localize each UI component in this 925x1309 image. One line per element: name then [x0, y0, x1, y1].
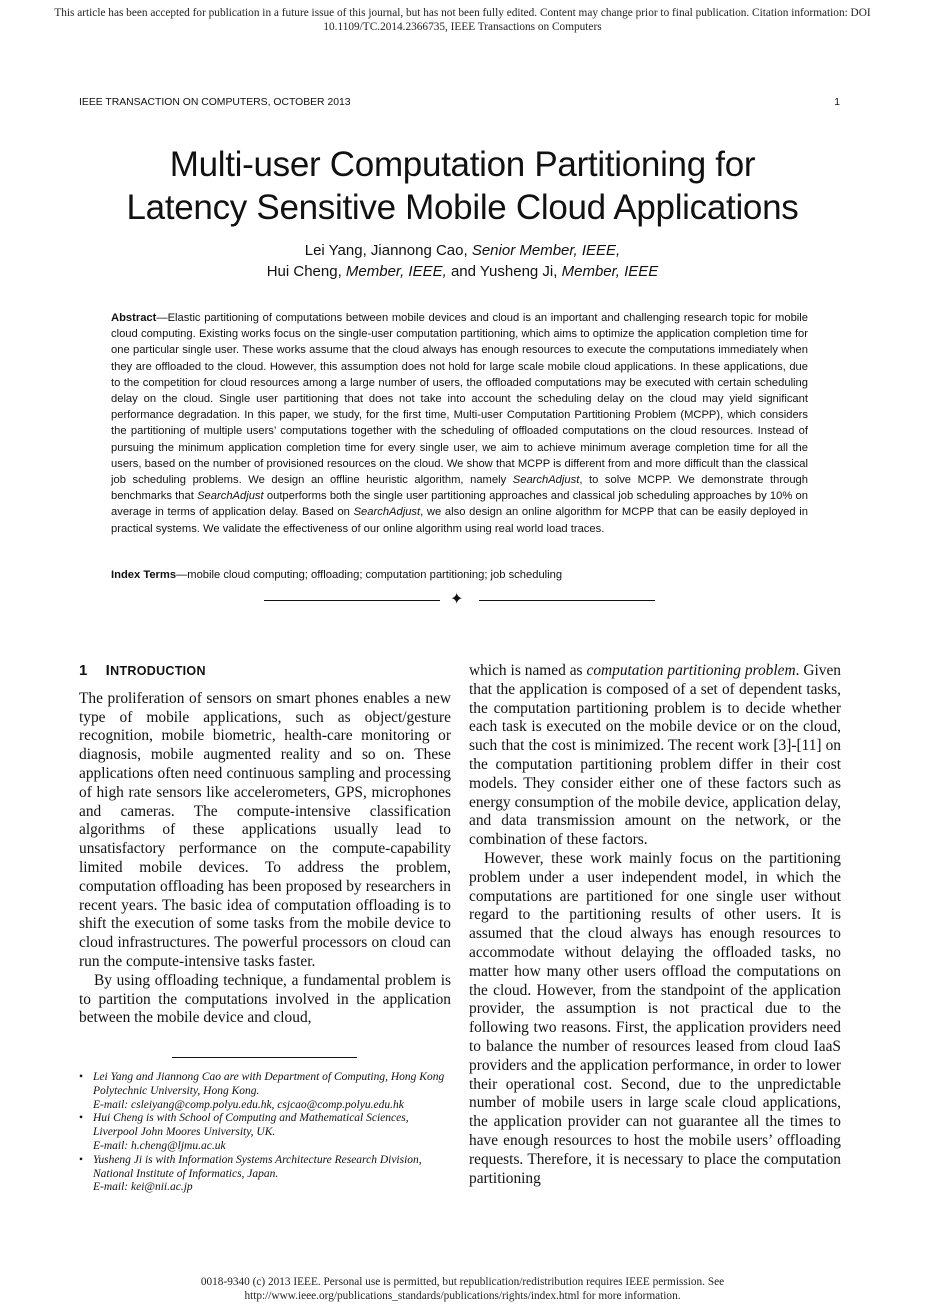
paragraph — [469, 662, 841, 850]
section-title-rest: NTRODUCTION — [110, 664, 206, 678]
footnote-text: Yusheng Ji is with Information Systems Architecture Research Division, National Institute of Informatics, Japan. — [93, 1153, 422, 1180]
author-name-2: Hui Cheng, — [266, 263, 346, 280]
paragraph: By using offloading technique, a fundamental problem is to partition the computations involved in the application between the mobile device and cloud, — [79, 971, 451, 1027]
bullet-icon: • — [79, 1112, 84, 1125]
paragraph: However, these work mainly focus on the partitioning problem under a user independent model, in which the computations are partitioned for one single user without regard to the partitioning results of other users. It is assumed that the cloud always has enough resources to accommodate without delaying the offloaded tasks, no matter how many other users offload the computations on the cloud. However, from the standpoint of the application provider, the assumption is not practical due to the following two reasons. First, the application providers need to balance the number of resources leased from cloud IaaS providers and the application performance, in order to lower their operational cost. Second, due to the unpredictable number of mobile users in large scale cloud applications, the application provider can not guarantee all the times to have enough resources to host the mobile users’ offloading requests. Therefore, it is necessary to place the computation partitioning — [469, 849, 841, 1187]
author-role-3: Member, IEEE — [561, 263, 659, 280]
abstract-text-3: outperforms both the single user partitioning approaches and classical job scheduling approaches by 10% on average in terms of application delay. Based on — [111, 490, 808, 519]
abstract — [111, 310, 808, 537]
algorithm-name: SearchAdjust — [353, 506, 421, 519]
abstract-dash: — — [156, 312, 168, 324]
abstract-text-4: , we also design an online algorithm for MCPP that can be easily deployed in practical systems. We validate the effectiveness of our online algorithm using real world load traces. — [111, 506, 808, 535]
footnote-email: E-mail: csleiyang@comp.polyu.edu.hk, csjcao@comp.polyu.edu.hk — [93, 1098, 404, 1111]
authors-line2 — [40, 261, 885, 282]
body-column-right — [469, 662, 841, 1188]
footnote-item — [79, 1154, 452, 1195]
footnote-item — [79, 1071, 452, 1112]
author-role-2: Member, IEEE, — [345, 263, 447, 280]
title-line2: Latency Sensitive Mobile Cloud Applications — [126, 188, 799, 227]
index-terms-label: Index Terms — [111, 569, 177, 581]
section-number: 1 — [79, 662, 88, 679]
page-number: 1 — [834, 97, 840, 108]
author-role-1: Senior Member, IEEE, — [471, 242, 621, 259]
footnote-text: Hui Cheng is with School of Computing and Mathematical Sciences, Liverpool John Moores University, UK. — [93, 1112, 409, 1139]
bullet-icon: • — [79, 1153, 84, 1166]
journal-name: IEEE TRANSACTION ON COMPUTERS, OCTOBER 2013 — [79, 97, 351, 108]
bullet-icon: • — [79, 1071, 84, 1083]
paper-title — [40, 143, 885, 229]
index-terms — [111, 569, 808, 581]
paragraph-text: which is named as — [469, 662, 587, 679]
copyright-line2: http://www.ieee.org/publications_standards/publications/rights/index.html for more information. — [244, 1290, 681, 1302]
algorithm-name: SearchAdjust — [512, 474, 580, 487]
title-line1: Multi-user Computation Partitioning for — [169, 145, 756, 184]
author-list — [40, 240, 885, 282]
copyright-footer — [0, 1275, 925, 1303]
footnote-email: E-mail: kei@nii.ac.jp — [93, 1181, 193, 1194]
running-head — [79, 97, 846, 108]
index-terms-text: mobile cloud computing; offloading; computation partitioning; job scheduling — [187, 569, 563, 581]
separator-diamond-icon: ✦ — [450, 591, 464, 608]
publication-notice-line1: This article has been accepted for publication in a future issue of this journal, but has not been fully edited. Content may change prior to final publication. Citation information: DOI — [54, 7, 871, 19]
section-heading — [79, 662, 451, 681]
separator-rule-right — [479, 600, 655, 601]
authors-line1 — [40, 240, 885, 261]
separator-rule-left — [264, 600, 440, 601]
abstract-label: Abstract — [111, 312, 157, 324]
author-names-1: Lei Yang, Jiannong Cao, — [304, 242, 472, 259]
index-terms-dash: — — [176, 569, 188, 581]
publication-notice-line2: 10.1109/TC.2014.2366735, IEEE Transactions on Computers — [323, 21, 602, 33]
abstract-text-1: Elastic partitioning of computations between mobile devices and cloud is an important and challenging research topic for mobile cloud computing. Existing works focus on the single-user computation partitioning, which aims to optimize the application completion time for one particular single user. These works assume that the cloud always has enough resources to execute the computations immediately when they are offloaded to the cloud. However, this assumption does not hold for large scale mobile cloud applications. In these applications, due to the competition for cloud resources among a large number of users, the offloaded computations may be executed with certain scheduling delay on the cloud. Single user partitioning that does not take into account the scheduling delay on the cloud may yield significant performance degradation. In this paper, we study, for the first time, Multi-user Computation Partitioning Problem (MCPP), which considers the partitioning of multiple users’ computations together with the scheduling of offloaded computations on the cloud resources. Instead of pursuing the minimum application completion time for every single user, we aim to achieve minimum average completion time for all the users, based on the number of provisioned resources on the cloud. We show that MCPP is different from and more difficult than the classical job scheduling problems. We design an offline heuristic algorithm, namely — [111, 312, 808, 487]
footnote-text: Lei Yang and Jiannong Cao are with Department of Computing, Hong Kong Polytechnic University, Hong Kong. — [93, 1071, 445, 1097]
footnote-rule — [172, 1057, 357, 1058]
paragraph: The proliferation of sensors on smart phones enables a new type of mobile applications, such as object/gesture recognition, mobile biometric, health-care monitoring or diagnosis, mobile augmented reality and so on. These applications often need continuous sampling and processing of high rate sensors like accelerometers, GPS, microphones and cameras. The compute-intensive classification algorithms of these applications usually lead to unsatisfactory performance on the compute-capability limited mobile devices. To address the problem, computation offloading has been proposed by researchers in recent years. The basic idea of computation offloading is to shift the execution of some tasks from the mobile device to cloud infrastructures. The powerful processors on cloud can run the compute-intensive tasks faster. — [79, 689, 451, 970]
footnote-email: E-mail: h.cheng@ljmu.ac.uk — [93, 1139, 226, 1152]
defined-term: computation partitioning problem — [586, 662, 796, 679]
algorithm-name: SearchAdjust — [197, 490, 264, 503]
author-name-3: and Yusheng Ji, — [446, 263, 562, 280]
footnote-item — [79, 1112, 452, 1153]
copyright-line1: 0018-9340 (c) 2013 IEEE. Personal use is permitted, but republication/redistribution requires IEEE permission. See — [200, 1276, 725, 1288]
section-title-initial: I — [105, 662, 111, 679]
abstract-text-2: , to solve MCPP. We demonstrate through benchmarks that — [111, 474, 809, 503]
affiliation-footnotes — [79, 1071, 452, 1195]
publication-notice — [0, 6, 925, 34]
paragraph-text: . Given that the application is composed of a set of dependent tasks, the computation partitioning problem is to decide whether each task is executed on the mobile device or on the cloud, such that the cost is minimized. The recent work [3]-[11] on the computation partitioning problem differ in their cost models. They consider either one of these factors such as energy consumption of the mobile device, application delay, and data transmission amount on the network, or the combination of these factors. — [469, 662, 841, 849]
body-column-left — [79, 662, 451, 1028]
